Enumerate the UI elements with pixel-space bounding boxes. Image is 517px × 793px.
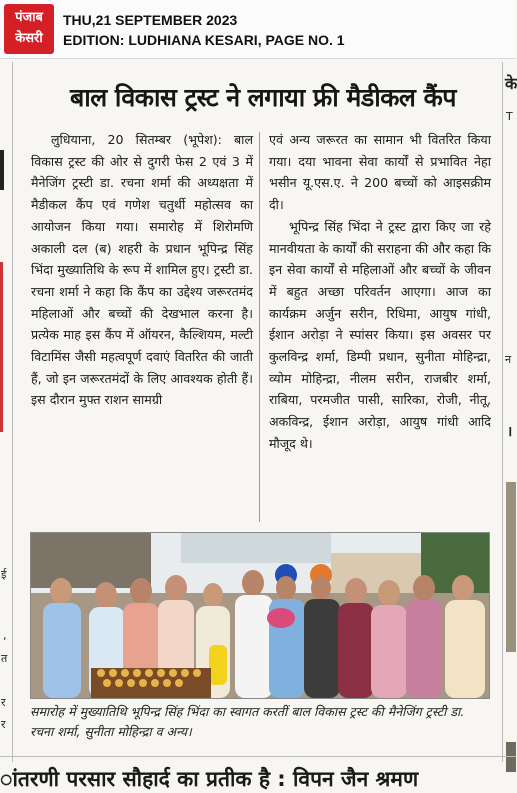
edition-meta: [63, 10, 345, 50]
article-headline: बाल विकास ट्रस्ट ने लगाया फ्री मैडीकल कैंप: [70, 83, 456, 112]
right-column-rule: [502, 62, 503, 762]
logo-line-1: पंजाब: [15, 10, 43, 25]
column-divider: [259, 132, 260, 522]
newspaper-header: [0, 0, 516, 59]
right-cut-photo: [506, 482, 516, 652]
right-adjacent-column: [503, 62, 516, 789]
left-cut-photo-strip: [0, 262, 3, 432]
photo-caption: समारोह में मुख्यातिथि भूपिन्द्र सिंह भिंदा का स्वागत करतीं बाल विकास ट्रस्ट की मैनेजिंग ट्रस्टी डा. रचना शर्मा, सुनीता मोहिन्द्रा व अन्य।: [30, 704, 465, 739]
article-column-2: [269, 129, 491, 455]
column-2-paragraph: एवं अन्य जरूरत का सामान भी वितरित किया गया। दया भावना सेवा कार्यों से प्रभावित नेहा भसीन यू.एस.ए. ने 200 बच्चों को आइसक्रीम दी।: [269, 132, 491, 213]
left-fragment: त: [1, 652, 8, 665]
punjab-kesari-logo: [4, 4, 54, 54]
edition-info: EDITION: LUDHIANA KESARI, PAGE NO. 1: [63, 32, 345, 48]
publication-date: THU,21 SEPTEMBER 2023: [63, 12, 238, 28]
column-2-paragraph: भूपिन्द्र सिंह भिंदा ने ट्रस्ट द्वारा किए जा रहे मानवीयता के कार्यों की सराहना की और कहा कि इन सेवा कार्यों से महिलाओं और बच्चों के जीवन में बहुत अच्छा परिवर्तन आएगा। आज का कार्यक्रम अर्जुन सरीन, रिधिमा, आयुष गांधी, ईशान अरोड़ा ने स्पांसर किया। इस अवसर पर कुलविन्द्र शर्मा, डिम्पी प्रधान, सुनीता मोहिन्द्रा, व्योम मोहिन्द्रा, नीलम सरीन, राजबीर शर्मा, राबिया, परमजीत पासी, सारिका, रोजी, नीतू, अकविन्द्र, ईशान अरोड़ा, आयुष गांधी आदि मौजूद थे।: [269, 218, 491, 451]
article-column-1: [31, 129, 253, 411]
left-adjacent-column: [0, 62, 12, 789]
group-photo-illustration: [31, 533, 489, 698]
column-1-paragraph: लुधियाना, 20 सितम्बर (भूपेश): बाल विकास ट्रस्ट की ओर से दुगरी फेस 2 एवं 3 में मैनेजिंग ट्रस्टी डा. रचना शर्मा की अध्यक्षता में मैडीकल कैंप एवं गणेश चतुर्थी महोत्सव का आयोजन किया गया। समारोह में शिरोमणि अकाली दल (ब) शहरी के प्रधान भूपिन्द्र सिंह भिंदा मुख्यातिथि के रूप में शामिल हुए। ट्रस्टी डा. रचना शर्मा ने कहा कि कैंप का उद्देश्य जरूरतमंद महिलाओं और बच्चों की देखभाल करना है। प्रत्येक माह इस कैंप में ऑयरन, कैल्शियम, मल्टी विटामिंस जैसी महत्वपूर्ण दवाएं वितरित की जाती हैं, जो इन जरूरतमंदों के लिए आवश्यक होती हैं। इस दौरान मुफ्त राशन सामग्री: [31, 132, 253, 408]
right-fragment: न: [505, 353, 512, 366]
left-fragment: ई: [1, 568, 7, 581]
bottom-section-rule: [0, 756, 516, 757]
left-fragment: र: [1, 718, 6, 731]
left-fragment: र: [1, 696, 6, 709]
left-fragment: ,: [3, 629, 7, 642]
right-fragment: ।: [507, 424, 513, 440]
right-fragment: के: [505, 74, 517, 93]
right-fragment: T: [506, 110, 513, 123]
next-article-headline: ांतरणी परसार सौहार्द का प्रतीक है : विपन जैन श्रमण: [0, 767, 419, 791]
left-cut-headline-mark: [0, 150, 4, 190]
event-group-photo: [30, 532, 490, 699]
left-column-rule: [12, 62, 13, 762]
logo-line-2: केसरी: [15, 31, 43, 46]
